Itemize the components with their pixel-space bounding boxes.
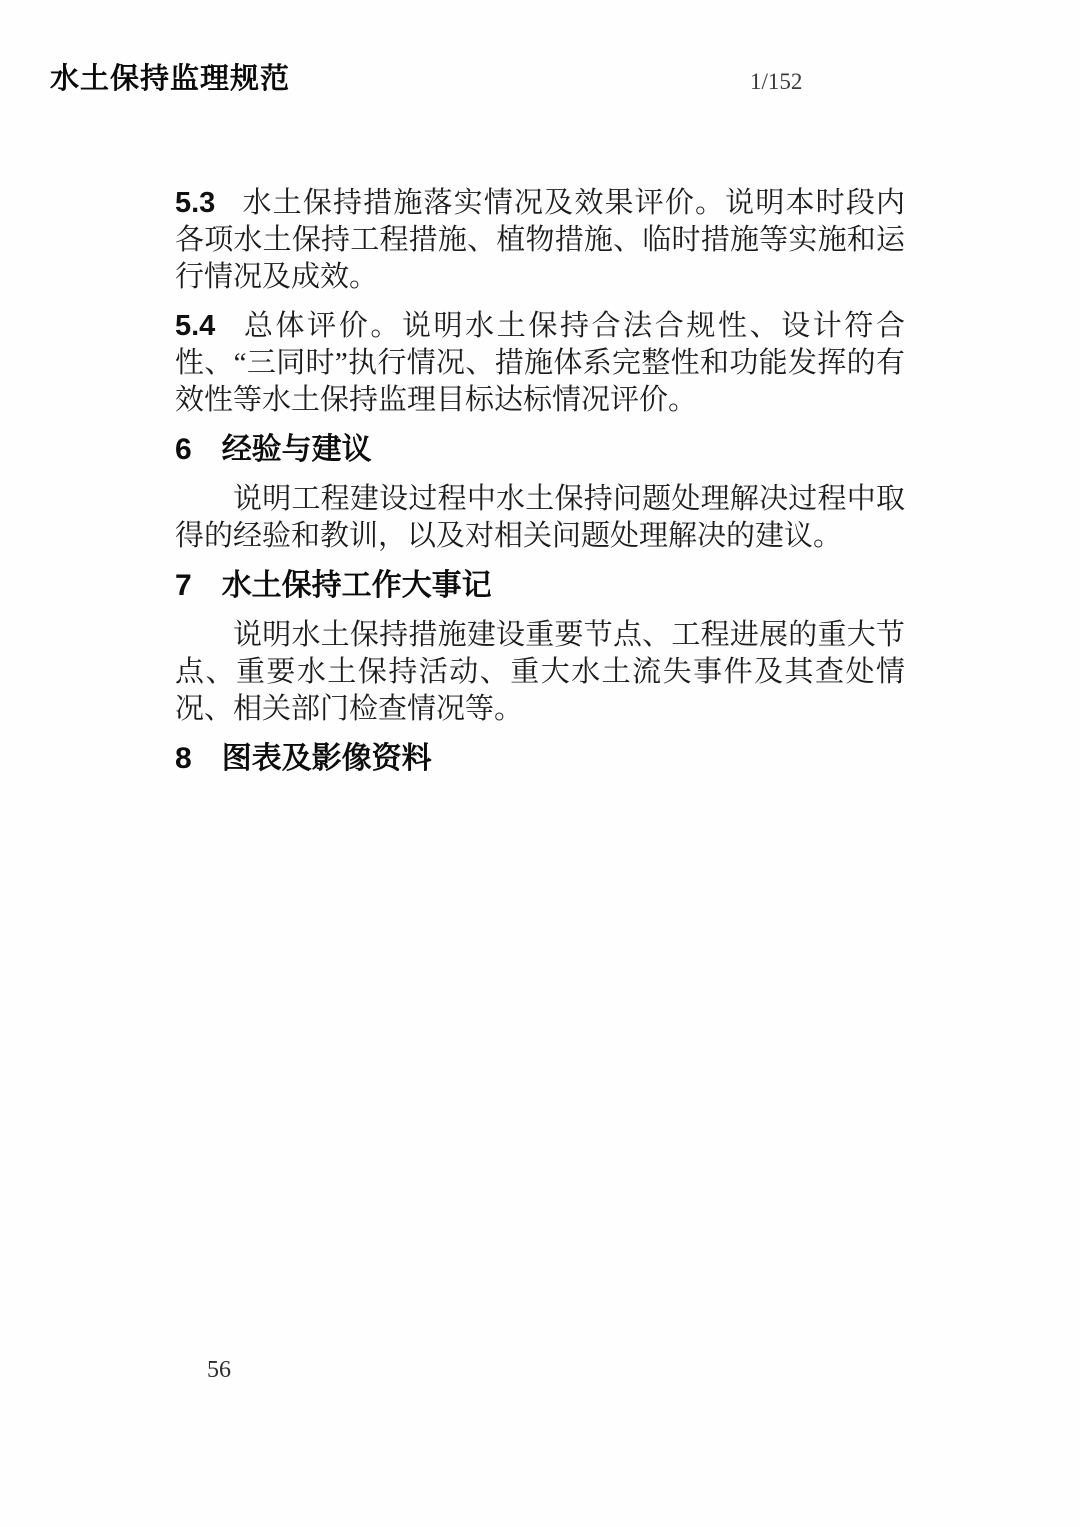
paragraph-events: [175, 617, 905, 728]
clause-number: 5.4: [175, 310, 216, 342]
clause-number: 5.3: [175, 187, 216, 219]
clause-text: 总体评价。说明水土保持合法合规性、设计符合性、“三同时”执行情况、措施体系完整性和功能发挥的有效性等水土保持监理目标达标情况评价。: [175, 310, 905, 416]
section-title: 水土保持工作大事记: [221, 569, 492, 602]
section-heading-8: [175, 740, 905, 778]
paragraph-text: 说明工程建设过程中水土保持问题处理解决过程中取得的经验和教训，以及对相关问题处理解决的建议。: [175, 483, 905, 552]
clause-5-3: [175, 185, 905, 296]
section-number: 7: [175, 569, 192, 602]
footer-page-number: 56: [207, 1357, 231, 1383]
section-heading-7: [175, 567, 905, 605]
clause-5-4: [175, 308, 905, 419]
document-body: [175, 185, 905, 790]
clause-text: 水土保持措施落实情况及效果评价。说明本时段内各项水土保持工程措施、植物措施、临时措施等实施和运行情况及成效。: [175, 187, 905, 293]
section-number: 6: [175, 433, 192, 466]
section-title: 图表及影像资料: [221, 742, 432, 775]
section-number: 8: [175, 742, 192, 775]
section-title: 经验与建议: [221, 433, 372, 466]
page-indicator: 1/152: [750, 69, 803, 94]
section-heading-6: [175, 431, 905, 469]
document-title: 水土保持监理规范: [50, 63, 291, 95]
paragraph-text: 说明水土保持措施建设重要节点、工程进展的重大节点、重要水土保持活动、重大水土流失事件及其查处情况、相关部门检查情况等。: [175, 619, 905, 725]
paragraph-experience: [175, 481, 905, 555]
